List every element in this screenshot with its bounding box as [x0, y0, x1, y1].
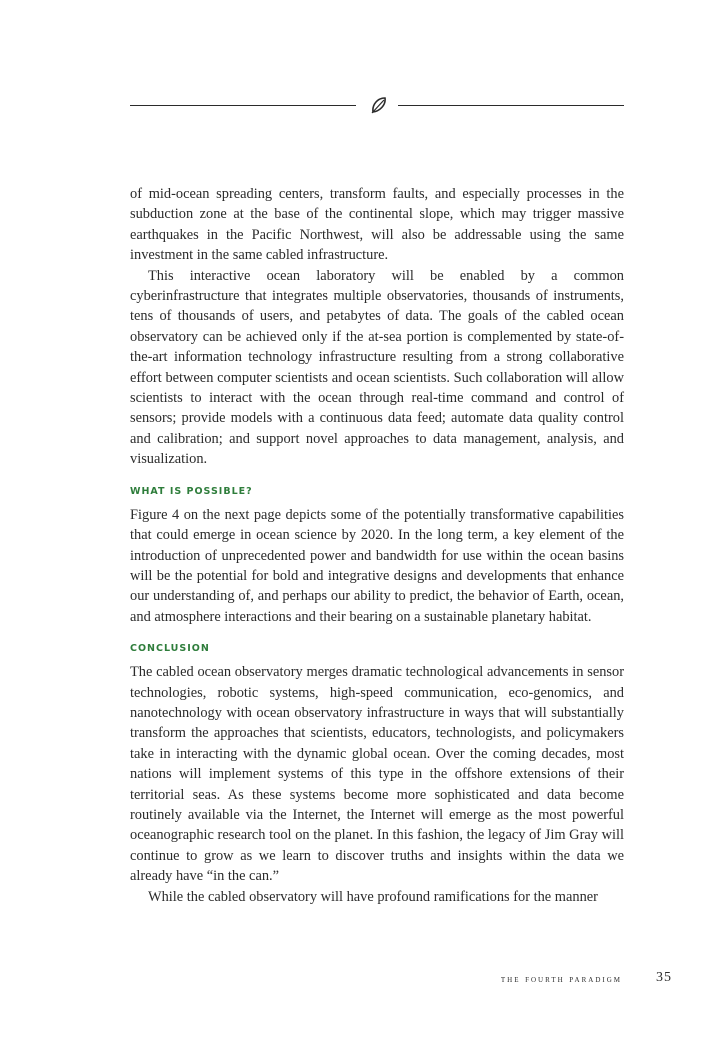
- page-body: [130, 184, 624, 907]
- paragraph-conclusion-2: While the cabled observatory will have profound ramifications for the manner: [148, 888, 598, 905]
- leaf-icon: [368, 94, 390, 116]
- section-heading-conclusion: CONCLUSION: [130, 643, 210, 655]
- paragraph-intro-2: This interactive ocean laboratory will be enabled by a common cyberinfrastructure that integrates multiple observatories, thousands of instruments, tens of thousands of users, and petabytes of data. The goals of the cabled ocean observatory can be achieved only if the at-sea portion is complemented by state-of-the-art information technology infrastructure resulting from a strong collaborative effort between computer scientists and ocean scientists. Such collaboration will allow scientists to interact with the ocean through real-time command and control of sensors; provide models with a continuous data feed; automate data quality control and calibration; and support novel approaches to data management, analysis, and visualization.: [130, 267, 624, 468]
- paragraph-what-is-possible: Figure 4 on the next page depicts some of the potentially transformative capabilities that could emerge in ocean science by 2020. In the long term, a key element of the introduction of unprecedented power and bandwidth for use within the ocean basins will be the potential for bold and integrative designs and developments that enhance our understanding of, and perhaps our ability to predict, the behavior of Earth, ocean, and atmosphere interactions and their bearing on a sustainable planetary habitat.: [130, 506, 624, 625]
- header-rule-left: [130, 105, 356, 106]
- running-footer-title: the fourth paradigm: [500, 974, 622, 985]
- header-rule-right: [398, 105, 624, 106]
- section-heading-what-is-possible: WHAT IS POSSIBLE?: [130, 485, 253, 497]
- paragraph-conclusion-1: The cabled ocean observatory merges dramatic technological advancements in sensor technologies, robotic systems, high-speed communication, eco-genomics, and nanotechnology with ocean observatory infrastructure in ways that will substantially transform the approaches that scientists, educators, technologists, and policymakers take in interacting with the dynamic global ocean. Over the coming decades, most nations will implement systems of this type in the offshore extensions of their territorial seas. As these systems become more sophisticated and data become routinely available via the Internet, the Internet will emerge as the most powerful oceanographic research tool on the planet. In this fashion, the legacy of Jim Gray will continue to grow as we learn to discover truths and insights within the data we already have “in the can.”: [130, 664, 624, 885]
- paragraph-intro-1: of mid-ocean spreading centers, transform faults, and especially processes in the subduction zone at the base of the continental slope, which may trigger massive earthquakes in the Pacific Northwest, will also be addressable using the same investment in the same cabled infrastructure.: [130, 186, 624, 264]
- page-number: 35: [656, 970, 672, 985]
